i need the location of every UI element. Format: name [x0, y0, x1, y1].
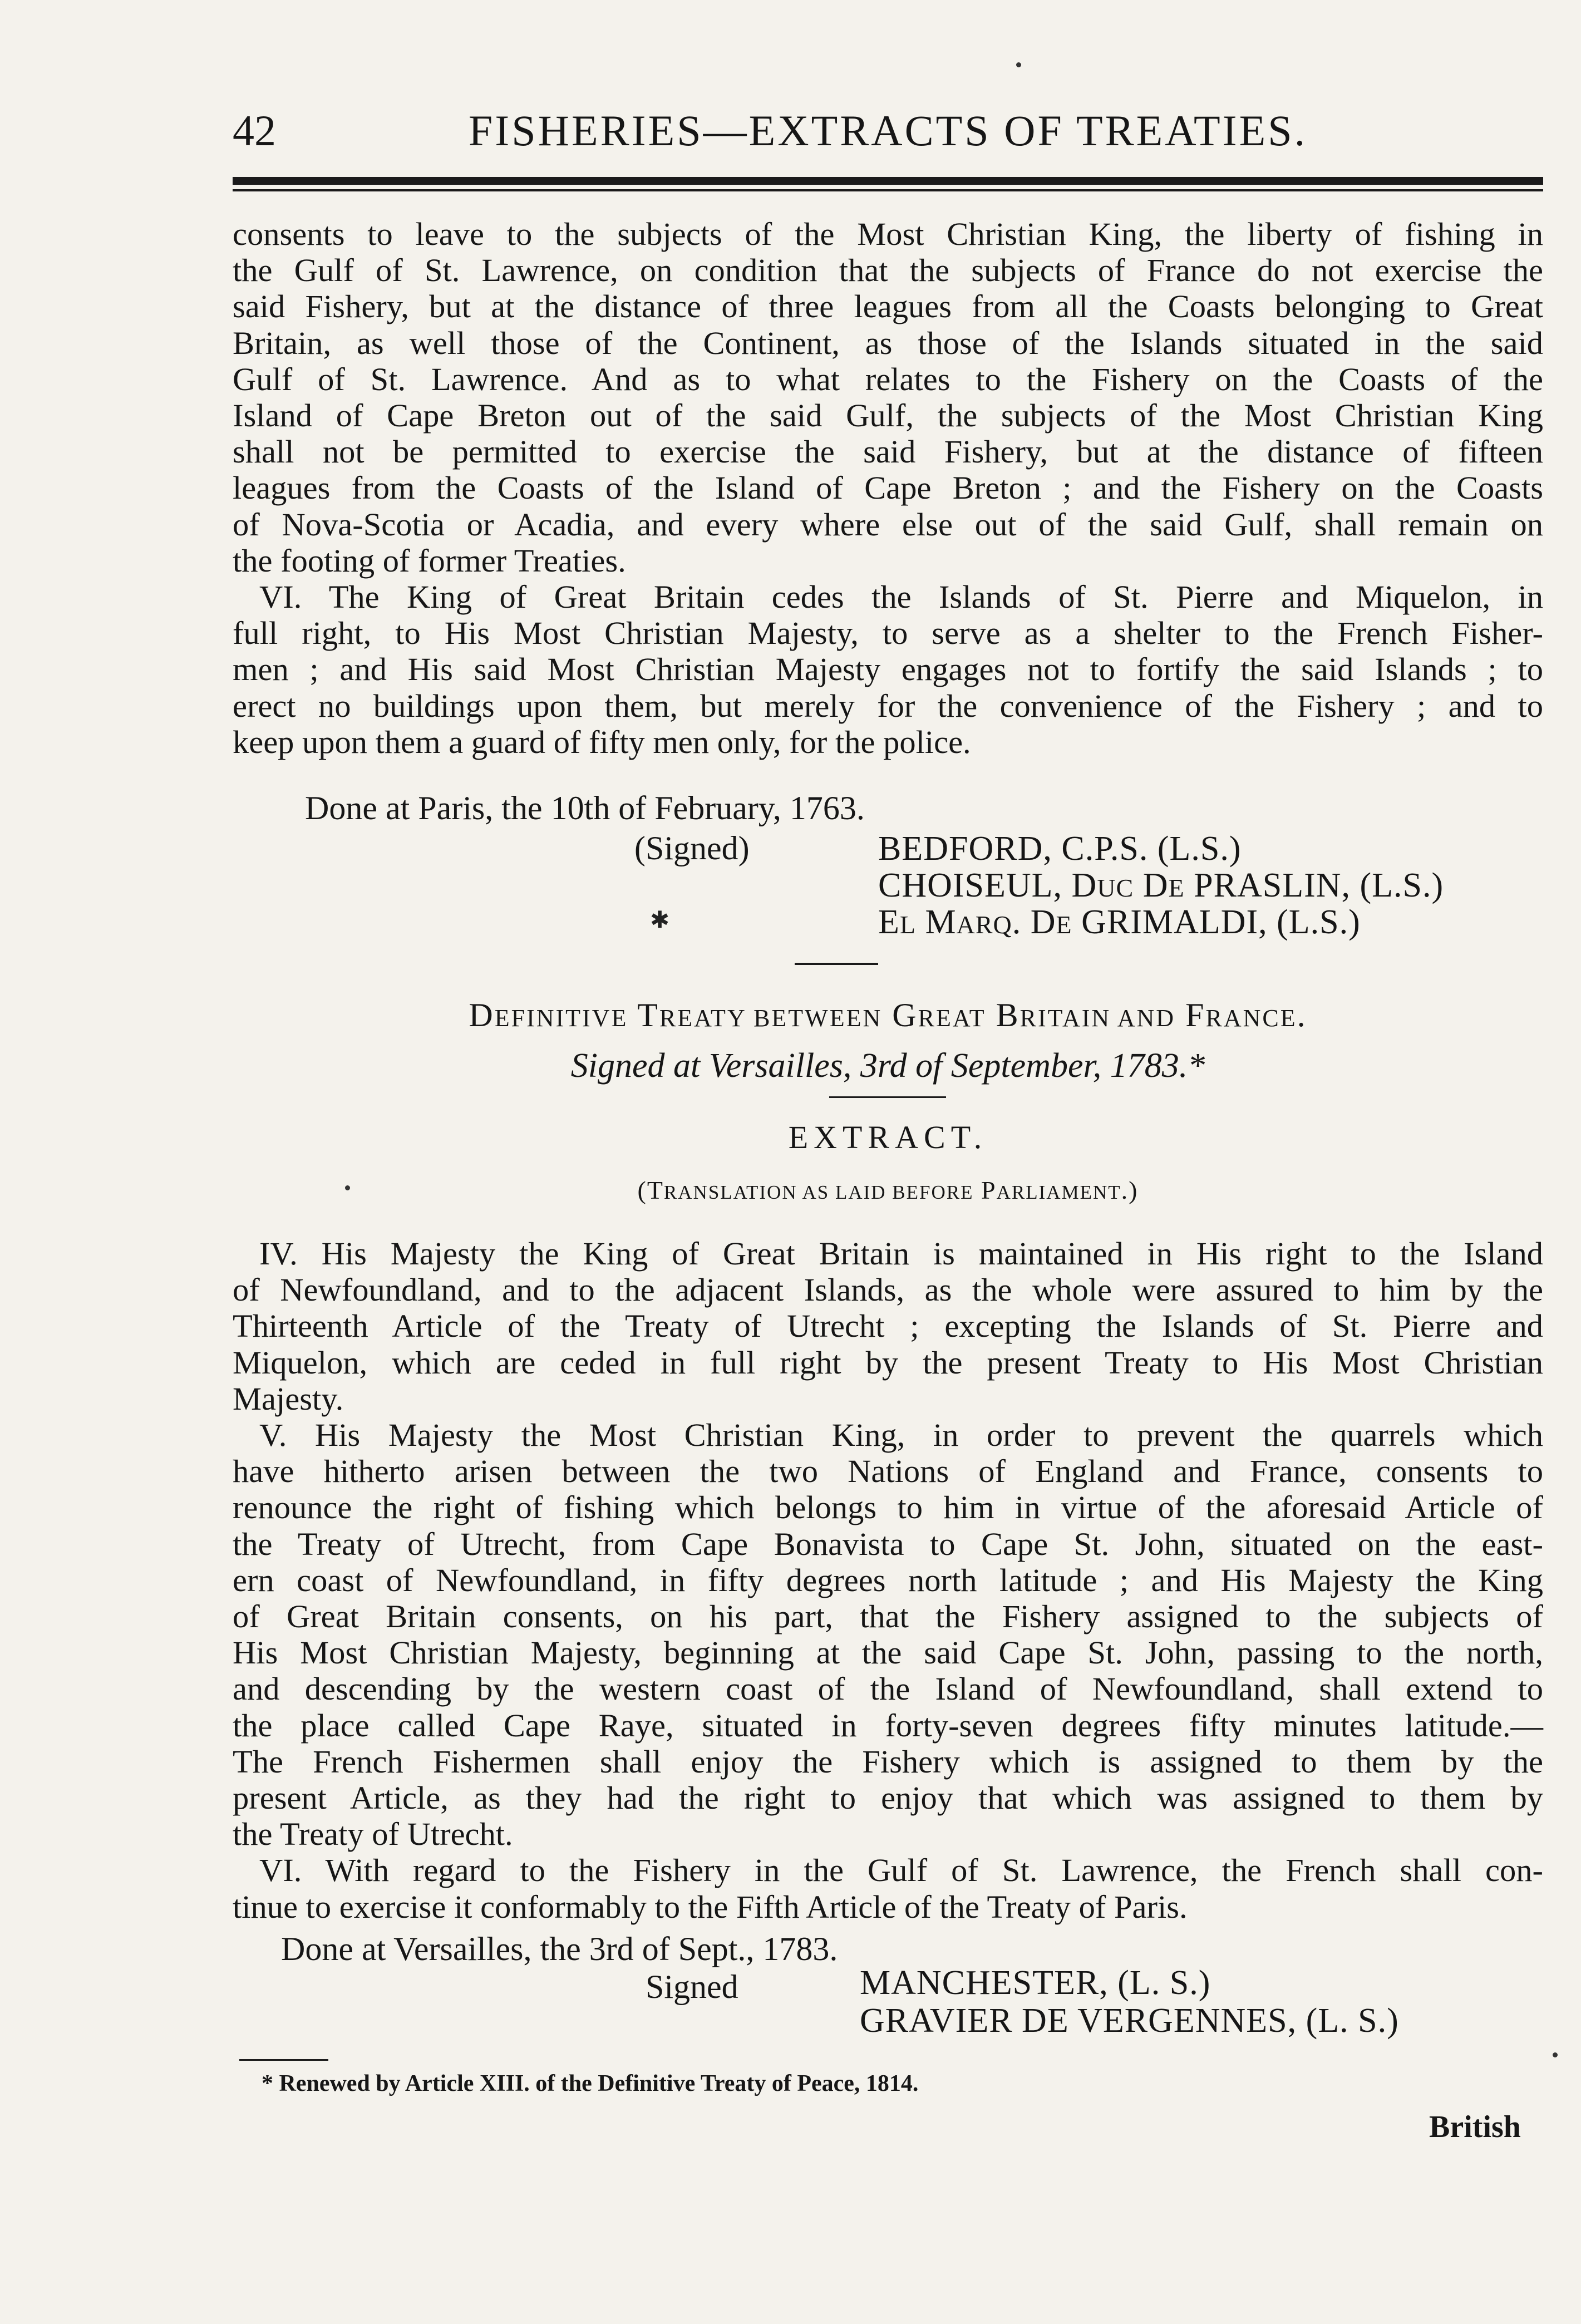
signature-grimaldi: EL MARQ. DE GRIMALDI, (L.S.)	[878, 903, 1361, 941]
text-line: IV. His Majesty the King of Great Britain is maintained in His right to the Island	[259, 1235, 1543, 1272]
signature-vergennes: GRAVIER DE VERGENNES, (L. S.)	[860, 2002, 1399, 2040]
text-line: Miquelon, which are ceded in full right by the present Treaty to His Most Christian	[233, 1344, 1543, 1381]
text-line: tinue to exercise it conformably to the Fifth Article of the Treaty of Paris.	[233, 1888, 1188, 1925]
text-line: said Fishery, but at the distance of three leagues from all the Coasts belonging to Great	[233, 288, 1543, 325]
paris-signed-label: (Signed)	[634, 830, 750, 866]
treaty-subtitle: Signed at Versailles, 3rd of September, 1783.*	[570, 1047, 1205, 1085]
page-number: 42	[233, 106, 276, 155]
text-line: ern coast of Newfoundland, in fifty degrees north latitude ; and His Majesty the King	[233, 1562, 1543, 1598]
ink-speck	[345, 1185, 350, 1190]
text-line: erect no buildings upon them, but merely for the convenience of the Fishery ; and to	[233, 687, 1543, 724]
text-line: shall not be permitted to exercise the said Fishery, but at the distance of fifteen	[233, 434, 1543, 470]
header-rule-thin	[233, 189, 1543, 191]
text-line: have hitherto arisen between the two Nations of England and France, consents to	[233, 1453, 1543, 1490]
text-line: His Most Christian Majesty, beginning at the said Cape St. John, passing to the north,	[233, 1634, 1543, 1671]
signature-manchester: MANCHESTER, (L. S.)	[860, 1964, 1211, 2002]
signature-choiseul: CHOISEUL, DUC DE PRASLIN, (L.S.)	[878, 866, 1444, 904]
subtitle-rule	[829, 1096, 946, 1098]
ink-speck	[1016, 62, 1021, 67]
running-header	[233, 106, 1543, 161]
text-line: renounce the right of fishing which belongs to him in virtue of the aforesaid Article of	[233, 1489, 1543, 1526]
treaty-title: DEFINITIVE TREATY BETWEEN GREAT BRITAIN AND FRANCE.	[469, 997, 1307, 1033]
extract-label: EXTRACT.	[788, 1119, 988, 1155]
paris-done-line: Done at Paris, the 10th of February, 1763.	[305, 790, 865, 826]
catchword: British	[1429, 2110, 1521, 2144]
text-line: full right, to His Most Christian Majesty, to serve as a shelter to the French Fisher-	[233, 615, 1543, 652]
translation-note: (TRANSLATION AS LAID BEFORE PARLIAMENT.)	[637, 1176, 1139, 1204]
text-line: Britain, as well those of the Continent, as those of the Islands situated in the said	[233, 324, 1543, 361]
text-line: of Great Britain consents, on his part, that the Fishery assigned to the subjects of	[233, 1598, 1543, 1635]
versailles-articles	[233, 1235, 1543, 1925]
footnote-rule	[239, 2059, 328, 2061]
text-line: The French Fishermen shall enjoy the Fishery which is assigned to them by the	[233, 1743, 1543, 1780]
text-line: men ; and His said Most Christian Majesty engages not to fortify the said Islands ; to	[233, 651, 1543, 688]
text-line: Gulf of St. Lawrence. And as to what relates to the Fishery on the Coasts of the	[233, 361, 1543, 397]
text-line: VI. With regard to the Fishery in the Gulf of St. Lawrence, the French shall con-	[259, 1852, 1543, 1889]
text-line: the footing of former Treaties.	[233, 542, 626, 579]
text-line: the Gulf of St. Lawrence, on condition that the subjects of France do not exercise the	[233, 252, 1543, 289]
ink-speck	[1553, 2052, 1558, 2057]
signature-bedford: BEDFORD, C.P.S. (L.S.)	[878, 830, 1242, 868]
text-line: Majesty.	[233, 1380, 344, 1417]
paris-article-v-continuation	[233, 216, 1543, 760]
text-line: present Article, as they had the right to enjoy that which was assigned to them by	[233, 1780, 1543, 1816]
text-line: consents to leave to the subjects of the Most Christian King, the liberty of fishing in	[233, 216, 1543, 252]
text-line: the Treaty of Utrecht.	[233, 1816, 513, 1853]
text-line: and descending by the western coast of the Island of Newfoundland, shall extend to	[233, 1671, 1543, 1707]
versailles-done-line: Done at Versailles, the 3rd of Sept., 1783.	[281, 1931, 838, 1967]
text-line: VI. The King of Great Britain cedes the Islands of St. Pierre and Miquelon, in	[259, 579, 1543, 616]
section-divider-rule	[795, 963, 878, 965]
versailles-signed-label: Signed	[646, 1968, 738, 2005]
printer-ornament: ✱	[650, 908, 670, 933]
text-line: leagues from the Coasts of the Island of Cape Breton ; and the Fishery on the Coasts	[233, 470, 1543, 506]
header-rule-thick	[233, 177, 1543, 185]
text-line: keep upon them a guard of fifty men only, for the police.	[233, 723, 971, 760]
running-title: FISHERIES—EXTRACTS OF TREATIES.	[468, 106, 1308, 155]
text-line: of Newfoundland, and to the adjacent Islands, as the whole were assured to him by the	[233, 1272, 1543, 1308]
text-line: the Treaty of Utrecht, from Cape Bonavista to Cape St. John, situated on the east-	[233, 1525, 1543, 1562]
text-line: V. His Majesty the Most Christian King, in order to prevent the quarrels which	[259, 1417, 1543, 1454]
footnote: * Renewed by Article XIII. of the Definitive Treaty of Peace, 1814.	[262, 2071, 919, 2096]
text-line: Island of Cape Breton out of the said Gulf, the subjects of the Most Christian King	[233, 397, 1543, 434]
text-line: the place called Cape Raye, situated in forty-seven degrees fifty minutes latitude.—	[233, 1707, 1543, 1744]
text-line: of Nova-Scotia or Acadia, and every where else out of the said Gulf, shall remain on	[233, 506, 1543, 543]
text-line: Thirteenth Article of the Treaty of Utrecht ; excepting the Islands of St. Pierre and	[233, 1308, 1543, 1345]
